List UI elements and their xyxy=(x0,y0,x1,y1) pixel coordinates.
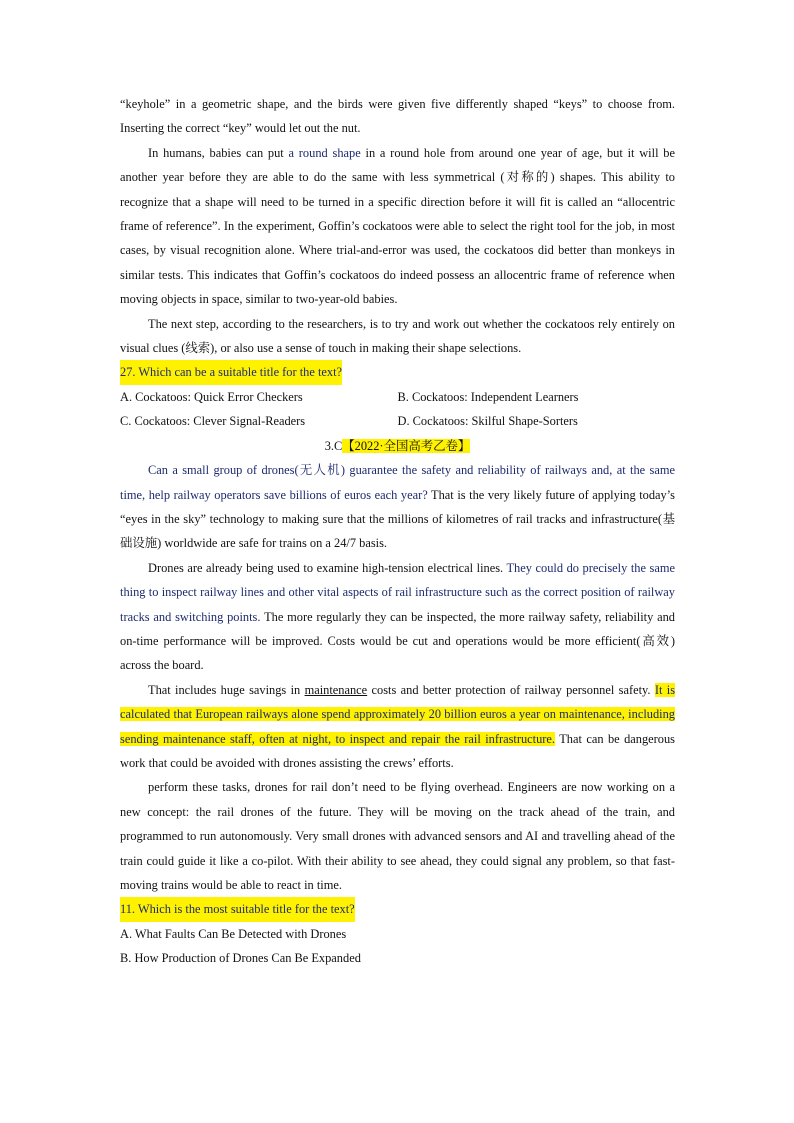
option-a: A. What Faults Can Be Detected with Drones xyxy=(120,926,347,941)
option-b: B. How Production of Drones Can Be Expanded xyxy=(120,951,361,966)
paragraph: That includes huge savings in maintenance costs and better protection of railway personnel safety. It is calculated that European railways alone spend approximately 20 billion euros a year on maintenance, including sending maintenance staff, often at night, to inspect and repair the rail infrastructure. That can be dangerous work that could be avoided with drones assisting the crews’ efforts. xyxy=(120,682,676,770)
paragraph: “keyhole” in a geometric shape, and the birds were given five differently shaped “keys” to choose from. Inserting the correct “key” would let out the nut. xyxy=(120,97,675,136)
question-11: 11. Which is the most suitable title for the text? xyxy=(120,897,675,921)
options-row xyxy=(120,409,675,433)
options-row xyxy=(120,385,675,409)
section-heading: 3.C【2022·全国高考乙卷】 xyxy=(324,438,471,453)
option-d: D. Cockatoos: Skilful Shape-Sorters xyxy=(397,414,578,429)
option-b: B. Cockatoos: Independent Learners xyxy=(397,389,579,404)
paragraph: Can a small group of drones(无人机) guarantee the safety and reliability of railways and, at the same time, help railway operators save billions of euros each year? That is the very likely future of applying today’s “eyes in the sky” technology to making sure that the millions of kilometres of rail tracks and infrastructure(基础设施) worldwide are safe for trains on a 24/7 basis. xyxy=(120,463,675,551)
paragraph: The next step, according to the researchers, is to try and work out whether the cockatoos rely entirely on visual clues (线索), or also use a sense of touch in making their shape selections. xyxy=(120,316,675,356)
paragraph: In humans, babies can put a round shape in a round hole from around one year of age, but it will be another year before they are able to do the same with less symmetrical (对称的) shapes. This ability to recognize that a shape will need to be turned in a specific direction before it will fit is called an “allocentric frame of reference”. In the experiment, Goffin’s cockatoos were able to select the right tool for the job, in most cases, by visual recognition alone. Where trial-and-error was used, the cockatoos did better than monkeys in similar tests. This indicates that Goffin’s cockatoos do indeed possess an allocentric frame of reference when moving objects in space, similar to two-year-old babies. xyxy=(120,145,675,307)
question-27: 27. Which can be a suitable title for the text? xyxy=(120,360,675,384)
paragraph: Drones are already being used to examine high-tension electrical lines. They could do precisely the same thing to inspect railway lines and other vital aspects of rail infrastructure such as the correct position of railway tracks and switching points. The more regularly they can be inspected, the more railway safety, reliability and on-time performance will be improved. Costs would be cut and operations would be more efficient(高效) across the board. xyxy=(120,560,676,673)
option-c: C. Cockatoos: Clever Signal-Readers xyxy=(120,414,306,429)
document-page xyxy=(120,92,675,971)
option-a: A. Cockatoos: Quick Error Checkers xyxy=(120,389,303,404)
paragraph: perform these tasks, drones for rail don’t need to be flying overhead. Engineers are now working on a new concept: the rail drones of the future. They will be moving on the track ahead of the train, and programmed to run autonomously. Very small drones with advanced sensors and AI and travelling ahead of the train could guide it like a co-pilot. With their ability to see ahead, they could signal any problem, so that fast-moving trains would be able to react in time. xyxy=(120,780,675,892)
